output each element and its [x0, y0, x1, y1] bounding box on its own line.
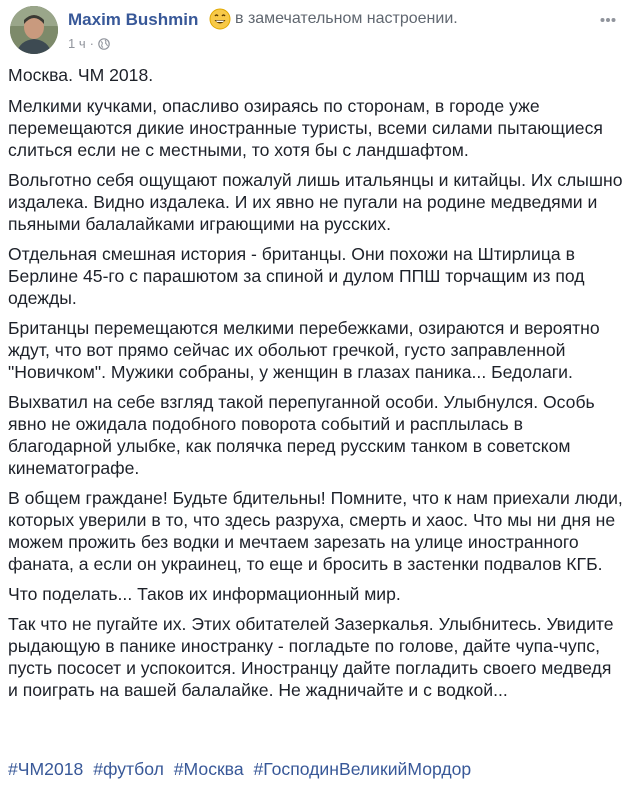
post-paragraph: Выхватил на себе взгляд такой перепуганной особи. Улыбнулся. Особь явно не ожидала подобного поворота событий и расплылась в благодарной улыбке, как полячка перед русским танком в советском кинематографе.: [8, 392, 595, 478]
post-options-button[interactable]: [597, 12, 619, 28]
post-paragraph: Что поделать... Таков их информационный мир.: [8, 584, 401, 604]
author-name[interactable]: Maxim Bushmin: [68, 10, 199, 29]
hashtag-link[interactable]: #ЧМ2018: [8, 759, 84, 779]
avatar-photo: [10, 6, 58, 54]
post-paragraph: Мелкими кучками, опасливо озираясь по сторонам, в городе уже перемещаются дикие иностранные туристы, всеми силами пытающиеся слиться если не с местными, то хотя бы с ландшафтом.: [8, 96, 603, 160]
hashtag-list: [8, 758, 476, 780]
feeling-text: в замечательном настроении.: [235, 10, 458, 27]
hashtag-link[interactable]: #ГосподинВеликийМордор: [253, 759, 472, 779]
post-header: [10, 4, 633, 56]
hashtag-link[interactable]: #Москва: [173, 759, 244, 779]
more-options-icon: [600, 17, 616, 23]
post-paragraph: Так что не пугайте их. Этих обитателей Зазеркалья. Улыбнитесь. Увидите рыдающую в панике иностранку - погладьте по голове, дайте чупа-чупс, пусть пососет и успокоится. Иностранцу дайте погладить своего медведя и поиграть на вашей балалайке. Не жадничайте и с водкой...: [8, 614, 614, 700]
hashtag-link[interactable]: #футбол: [93, 759, 164, 779]
post-meta: [68, 36, 110, 51]
globe-icon[interactable]: [98, 38, 110, 50]
post-body: [8, 64, 626, 709]
avatar[interactable]: [10, 6, 58, 54]
post-paragraph: Британцы перемещаются мелкими перебежками, озираются и вероятно ждут, что вот прямо сейчас их обольют гречкой, густо заправленной "Новичком". Мужики собраны, у женщин в глазах паника... Бедолаги.: [8, 318, 600, 382]
feeling-activity: [209, 8, 458, 30]
grinning-face-emoji-icon: [209, 8, 231, 30]
post-timestamp[interactable]: 1 ч: [68, 36, 86, 51]
post-paragraph: В общем граждане! Будьте бдительны! Помните, что к нам приехали люди, которых уверили в то, что здесь разруха, смерть и хаос. Что мы ни дня не можем прожить без водки и мечтаем зарезать на улице иностранного фаната, а если он украинец, то еще и бросить в застенки подвалов КГБ.: [8, 488, 623, 574]
meta-separator: ·: [89, 36, 94, 51]
post-paragraph: Вольготно себя ощущают пожалуй лишь итальянцы и китайцы. Их слышно издалека. Видно издалека. И их явно не пугали на родине медведями и пьяными балалайками играющими на русских.: [8, 170, 623, 234]
post-paragraph: Отдельная смешная история - британцы. Они похожи на Штирлица в Берлине 45-го с парашютом за спиной и дулом ППШ торчащим из под одежды.: [8, 244, 585, 308]
post-paragraph: Москва. ЧМ 2018.: [8, 65, 154, 85]
